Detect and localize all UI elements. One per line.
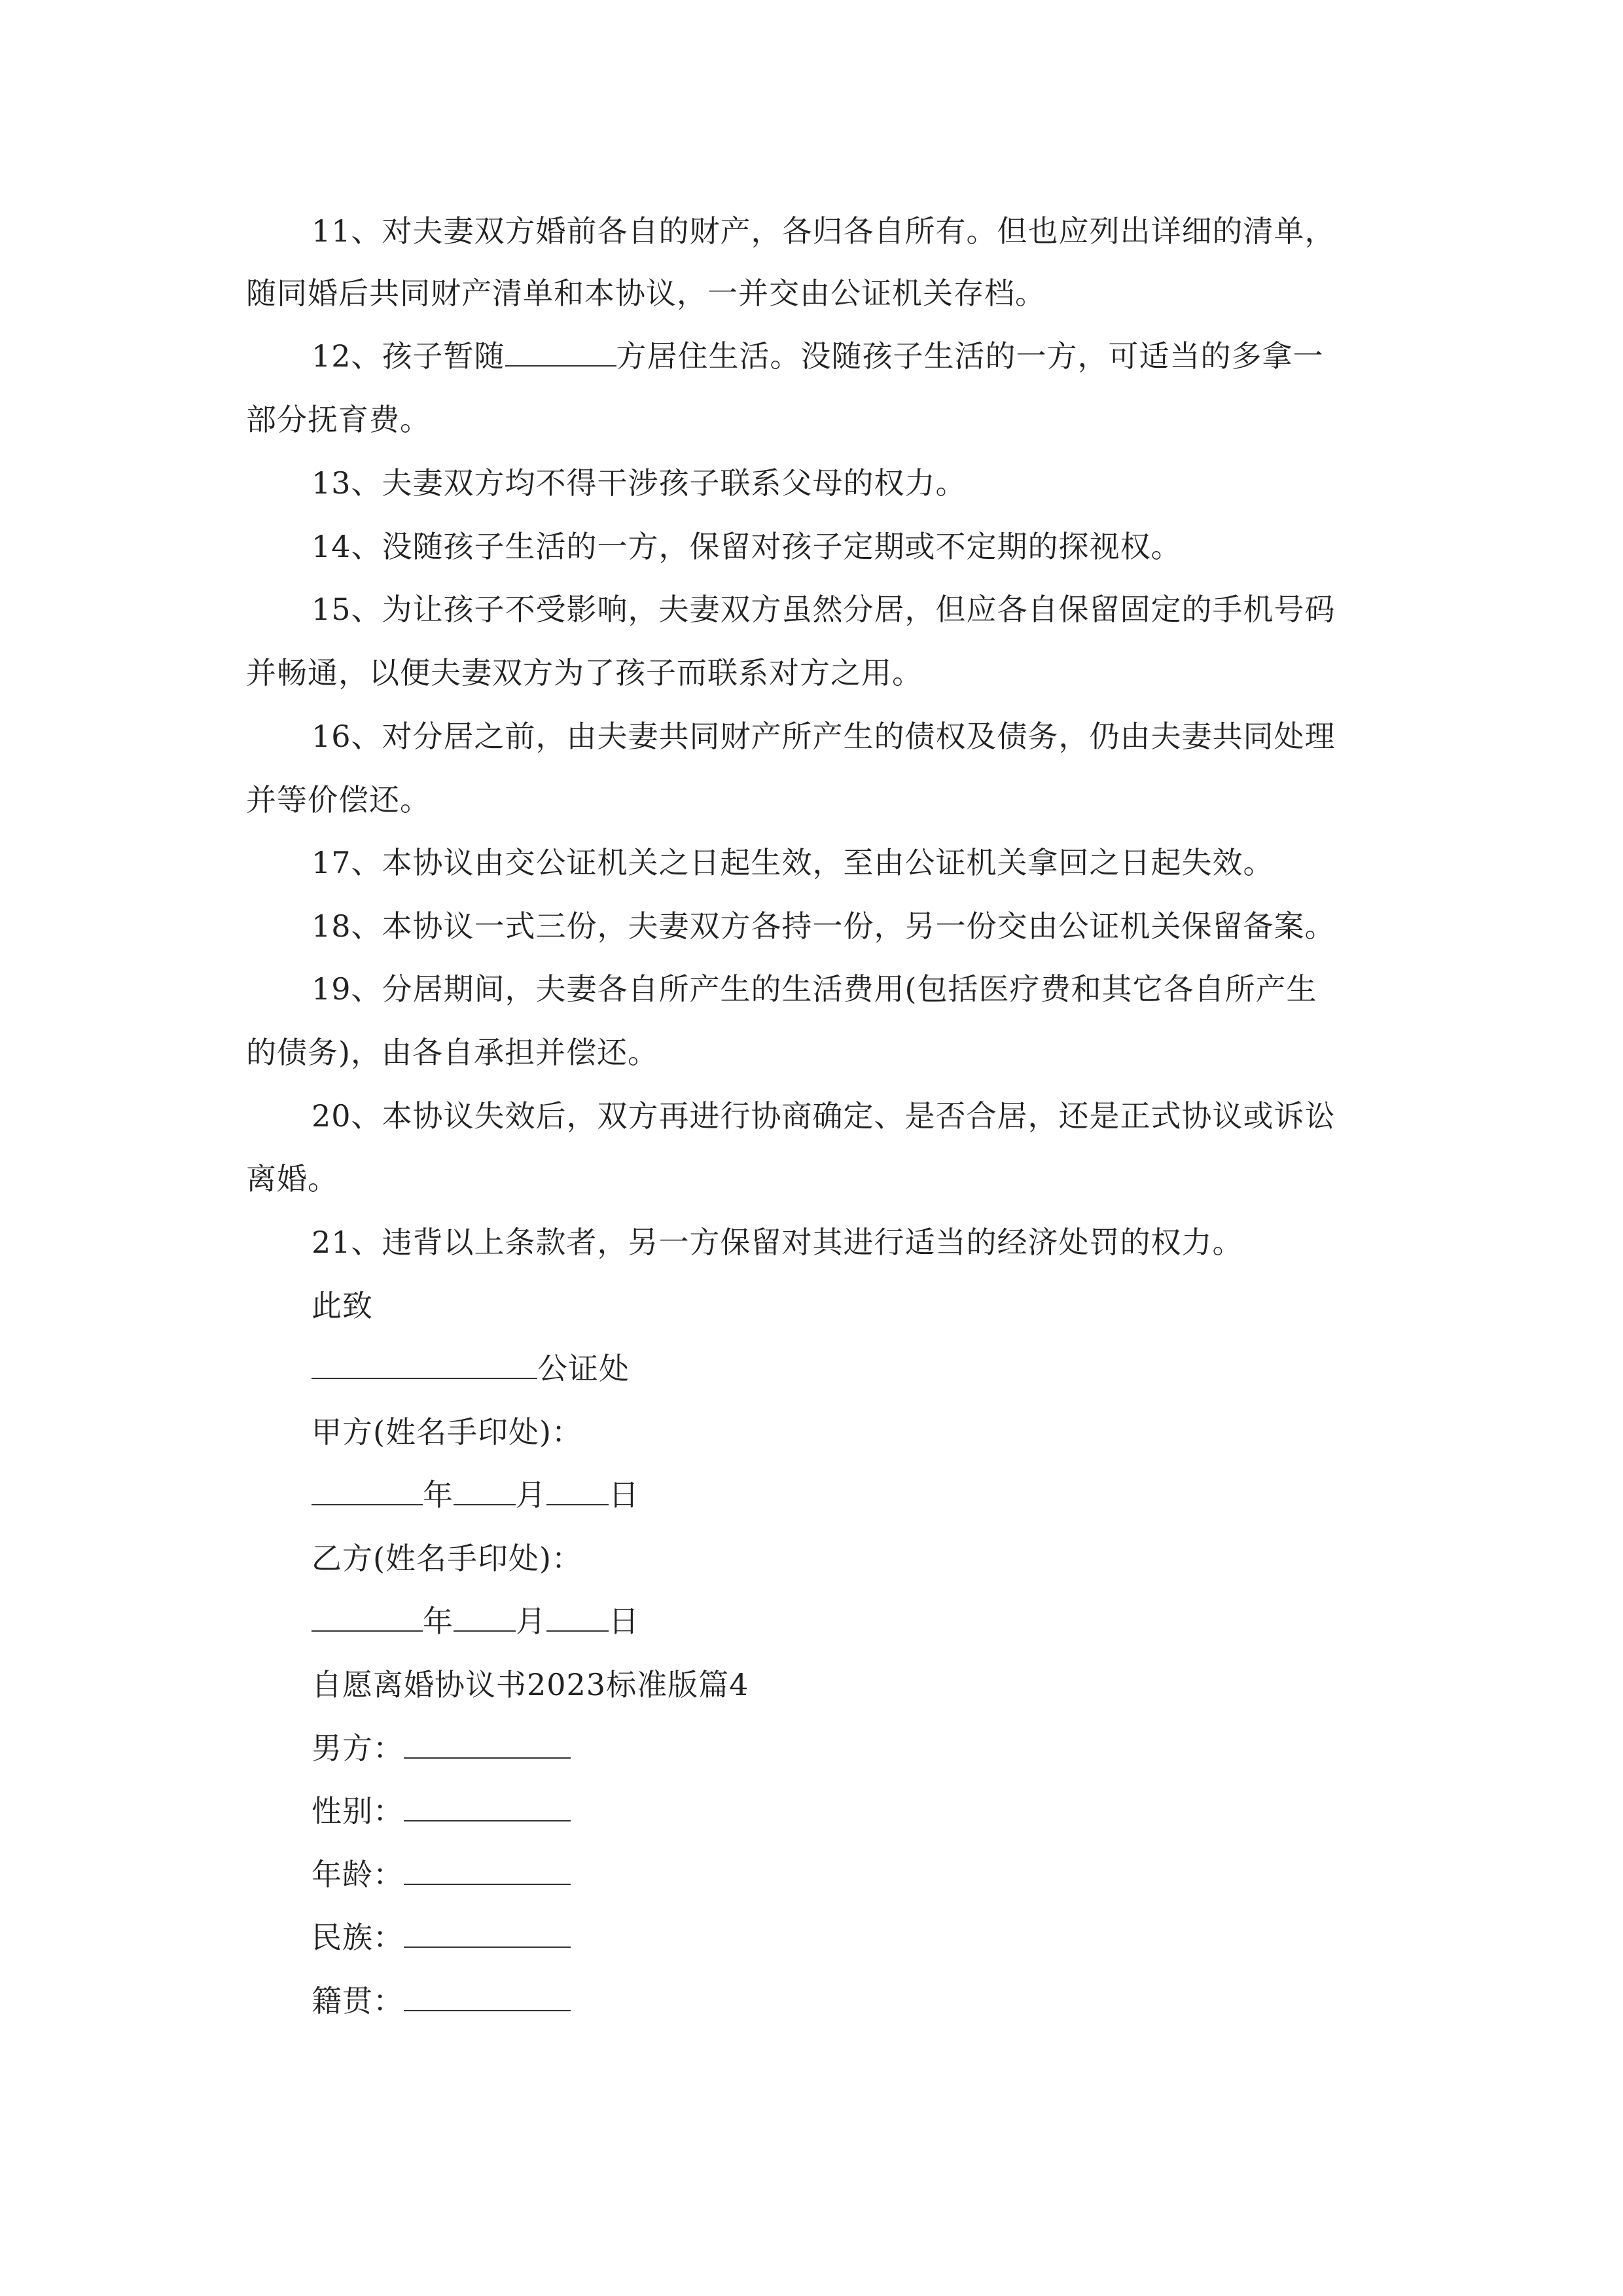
notary-office-line — [312, 1349, 630, 1388]
clause-15-line-2: 并畅通，以便夫妻双方为了孩子而联系对方之用。 — [246, 655, 923, 691]
notary-office-label: 公证处 — [537, 1351, 630, 1386]
month-blank — [454, 1602, 516, 1632]
year-blank — [312, 1602, 423, 1632]
party-b-label: 乙方(姓名手印处)： — [312, 1541, 582, 1576]
clause-12-post: 方居住生活。没随孩子生活的一方，可适当的多拿一 — [616, 338, 1324, 374]
clause-19-line-1: 19、分居期间，夫妻各自所产生的生活费用(包括医疗费和其它各自所产生 — [312, 971, 1317, 1007]
field-native-place-label: 籍贯： — [312, 1983, 404, 2018]
day-blank — [546, 1602, 609, 1632]
party-b-date — [312, 1602, 639, 1641]
field-gender — [312, 1791, 571, 1831]
clause-14: 14、没随孩子生活的一方，保留对孩子定期或不定期的探视权。 — [312, 529, 1182, 564]
field-ethnicity-label: 民族： — [312, 1920, 404, 1955]
day-label: 日 — [609, 1604, 639, 1639]
clause-12-line-2: 部分抚育费。 — [246, 402, 431, 437]
notary-blank — [312, 1349, 537, 1379]
clause-20-line-2: 离婚。 — [246, 1161, 338, 1196]
clause-19-line-2: 的债务)，由各自承担并偿还。 — [246, 1035, 658, 1070]
month-blank — [454, 1475, 516, 1505]
field-gender-label: 性别： — [312, 1793, 404, 1829]
field-ethnicity — [312, 1918, 571, 1957]
field-ethnicity-blank — [404, 1918, 571, 1948]
clause-16-line-1: 16、对分居之前，由夫妻共同财产所产生的债权及债务，仍由夫妻共同处理 — [312, 719, 1336, 754]
field-native-place — [312, 1981, 571, 2020]
year-label: 年 — [423, 1604, 454, 1639]
salute: 此致 — [312, 1288, 373, 1323]
clause-12-line-1 — [312, 336, 1324, 376]
day-label: 日 — [609, 1477, 639, 1513]
field-age-label: 年龄： — [312, 1857, 404, 1892]
month-label: 月 — [516, 1604, 546, 1639]
clause-20-line-1: 20、本协议失效后，双方再进行协商确定、是否合居，还是正式协议或诉讼 — [312, 1098, 1336, 1134]
month-label: 月 — [516, 1477, 546, 1513]
year-blank — [312, 1475, 423, 1505]
field-male-label: 男方： — [312, 1731, 404, 1766]
field-gender-blank — [404, 1791, 571, 1821]
field-age-blank — [404, 1855, 571, 1885]
party-a-label: 甲方(姓名手印处)： — [312, 1414, 582, 1450]
clause-16-line-2: 并等价偿还。 — [246, 782, 431, 817]
clause-12-pre: 12、孩子暂随 — [312, 338, 505, 374]
section-4-heading: 自愿离婚协议书2023标准版篇4 — [312, 1667, 749, 1702]
field-male-blank — [404, 1729, 571, 1759]
clause-11-line-1: 11、对夫妻双方婚前各自的财产，各归各自所有。但也应列出详细的清单， — [312, 213, 1336, 249]
clause-11-line-2: 随同婚后共同财产清单和本协议，一并交由公证机关存档。 — [246, 276, 1046, 311]
custody-blank — [505, 336, 616, 367]
clause-13: 13、夫妻双方均不得干涉孩子联系父母的权力。 — [312, 465, 967, 501]
clause-18: 18、本协议一式三份，夫妻双方各持一份，另一份交由公证机关保留备案。 — [312, 908, 1336, 944]
field-male — [312, 1729, 571, 1768]
clause-15-line-1: 15、为让孩子不受影响，夫妻双方虽然分居，但应各自保留固定的手机号码 — [312, 592, 1336, 627]
clause-17: 17、本协议由交公证机关之日起生效，至由公证机关拿回之日起失效。 — [312, 845, 1274, 880]
year-label: 年 — [423, 1477, 454, 1513]
party-a-date — [312, 1475, 639, 1515]
day-blank — [546, 1475, 609, 1505]
field-native-place-blank — [404, 1981, 571, 2011]
clause-21: 21、违背以上条款者，另一方保留对其进行适当的经济处罚的权力。 — [312, 1225, 1243, 1260]
field-age — [312, 1855, 571, 1894]
